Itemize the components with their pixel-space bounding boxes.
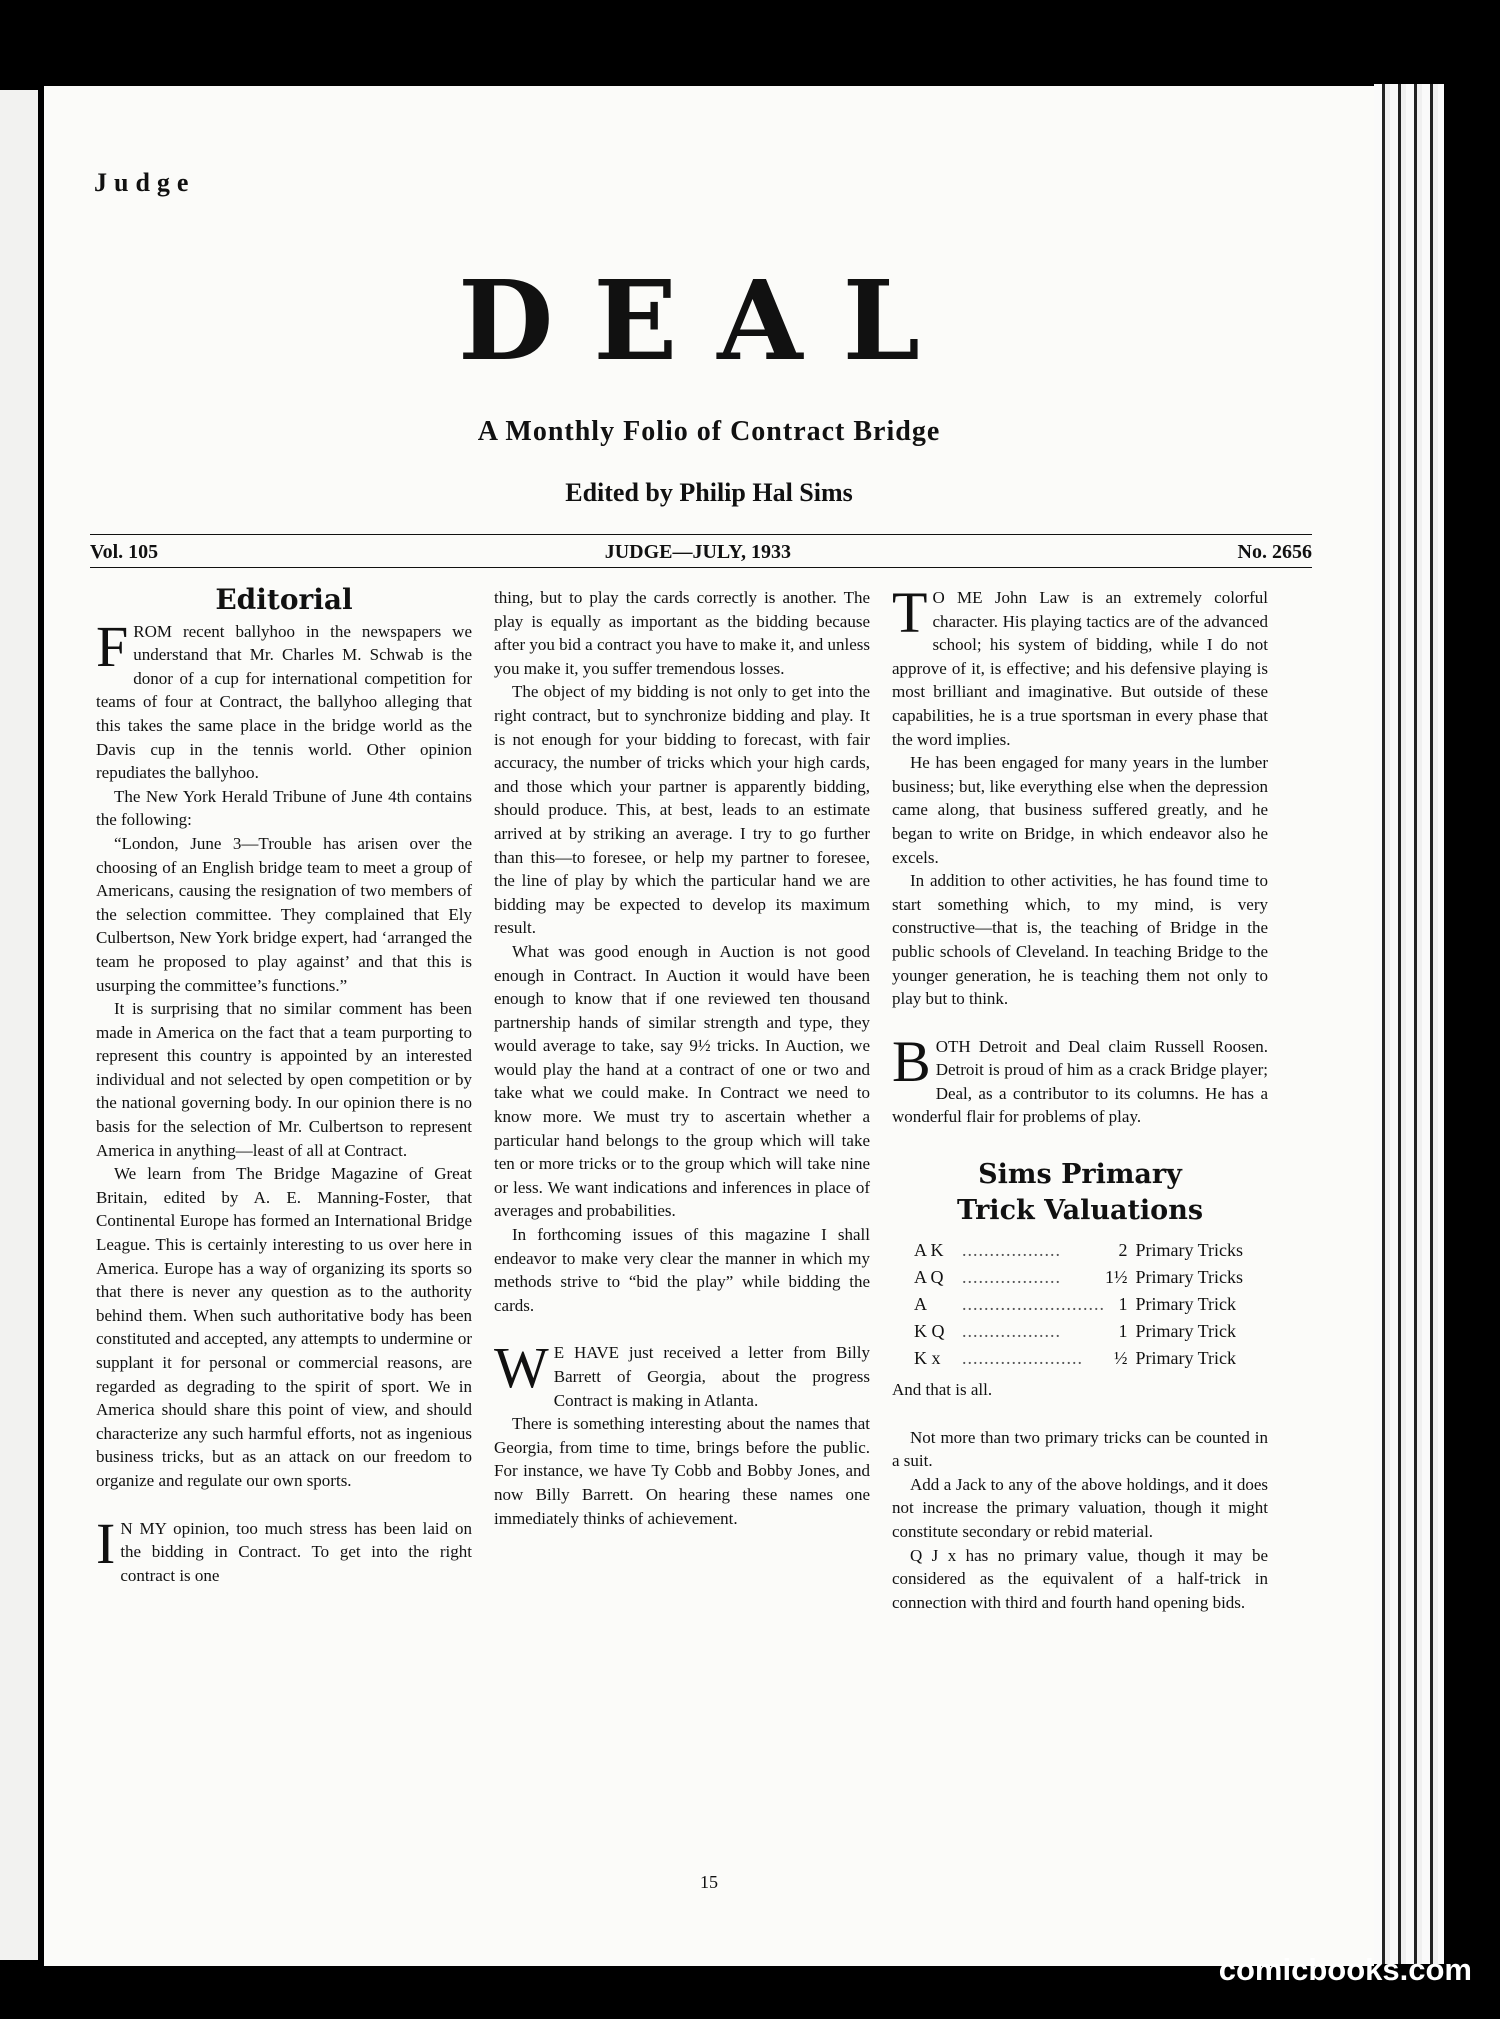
paragraph	[494, 1335, 870, 1412]
paragraph	[96, 613, 472, 785]
trick-label: Primary Trick	[1135, 1294, 1237, 1315]
facing-page-edge	[0, 90, 38, 1960]
heading-line: Sims Primary	[978, 1159, 1182, 1191]
valuation-row	[914, 1264, 1290, 1291]
paragraph: The New York Herald Tribune of June 4th contains the following:	[96, 786, 472, 830]
holding: K Q	[914, 1321, 945, 1342]
page-stack-edges	[1374, 84, 1444, 1964]
sims-valuations-heading	[892, 1157, 1268, 1229]
paragraph	[892, 1028, 1268, 1129]
issue-date: JUDGE—JULY, 1933	[604, 541, 792, 563]
trick-count: 1	[1118, 1294, 1128, 1315]
leader-dots: ..........................	[962, 1294, 1105, 1315]
leader-dots: ..................	[962, 1240, 1061, 1261]
leader-dots: ..................	[962, 1321, 1061, 1342]
valuation-row	[914, 1345, 1290, 1372]
editorial-heading: Editorial	[215, 583, 353, 616]
valuations-table	[914, 1237, 1290, 1372]
paragraph-text: O ME John Law is an extremely colorful character. His playing tactics are of the advanced school; his system of bidding, while I do not approve of it, is effective; and his defensive playing is most brilliant and imaginative. But outside of these capabilities, he is a true sportsman in every phase that the word implies.	[892, 588, 1268, 749]
paragraph: There is something interesting about the names that Georgia, from time to time, brings before the public. For instance, we have Ty Cobb and Bobby Jones, and now Billy Barrett. On hearing these names one immediately thinks of achievement.	[494, 1414, 870, 1528]
paragraph: Not more than two primary tricks can be counted in a suit.	[892, 1427, 1268, 1471]
leader-dots: ......................	[962, 1348, 1083, 1369]
column-2	[494, 586, 870, 1530]
paragraph	[96, 1510, 472, 1588]
valuation-row	[914, 1237, 1290, 1264]
paragraph: He has been engaged for many years in the lumber business; but, like everything else when the depression came along, that business suffered greatly, and he began to write on Bridge, in which endeavor also he excels.	[892, 753, 1268, 867]
valuation-row	[914, 1318, 1290, 1345]
masthead-rule-top	[90, 534, 1312, 535]
trick-count: 1½	[1105, 1267, 1128, 1288]
paragraph-text: E HAVE just received a letter from Billy Barrett of Georgia, about the progress Contract is making in Atlanta.	[553, 1343, 870, 1410]
page-number: 15	[700, 1872, 718, 1892]
trick-count: 1	[1118, 1321, 1128, 1342]
drop-cap: I	[96, 1510, 116, 1576]
paragraph: Add a Jack to any of the above holdings, and it does not increase the primary valuation, though it might constitute secondary or rebid material.	[892, 1474, 1268, 1542]
paragraph: Q J x has no primary value, though it may be considered as the equivalent of a half-trick in connection with third and fourth hand opening bids.	[892, 1545, 1268, 1612]
magazine-name: Judge	[94, 168, 196, 197]
paragraph: It is surprising that no similar comment has been made in America on the fact that a team purporting to represent this country is appointed by an interested individual and not selected by open competition or by the national governing body. In our opinion there is no basis for the selection of Mr. Culbertson to represent America in anything—least of all at Contract.	[96, 999, 472, 1160]
drop-cap: F	[96, 613, 129, 679]
issue-number: No. 2656	[1237, 541, 1312, 563]
holding: A Q	[914, 1267, 944, 1288]
volume-label: Vol. 105	[90, 541, 159, 563]
valuation-row	[914, 1291, 1290, 1318]
drop-cap: W	[494, 1335, 549, 1401]
leader-dots: ..................	[962, 1267, 1061, 1288]
paragraph: And that is all.	[892, 1380, 993, 1400]
page-subtitle: A Monthly Folio of Contract Bridge	[477, 416, 941, 447]
masthead-rule-bottom	[90, 567, 1312, 568]
masthead-line	[90, 541, 1312, 564]
paragraph: “London, June 3—Trouble has arisen over the choosing of an English bridge team to meet a group of Americans, causing the resignation of two members of the selection committee. They complained that Ely Culbertson, New York bridge expert, had ‘arranged the team he proposed to play against’ and that this is usurping the committee’s functions.”	[96, 833, 472, 995]
paragraph-text: ROM recent ballyhoo in the newspapers we understand that Mr. Charles M. Schwab is the donor of a cup for international competition for teams of four at Contract, the ballyhoo alleging that this takes the same place in the bridge world as the Davis cup in the tennis world. Other opinion repudiates the ballyhoo.	[96, 621, 472, 783]
trick-label: Primary Tricks	[1135, 1267, 1244, 1288]
trick-label: Primary Tricks	[1135, 1240, 1244, 1261]
watermark-text: comicbooks.com	[1218, 1952, 1472, 1987]
paragraph: We learn from The Bridge Magazine of Great Britain, edited by A. E. Manning-Foster, that Continental Europe has formed an International Bridge League. This is certainly interesting to us over here in America. Europe has a way of organizing its sports so that there is never any question as to the authority behind them. When such authoritative body has been constituted and accepted, any attempts to undermine or supplant it for personal or commercial reasons, are regarded as degrading to the spirit of sport. We in America should share this point of view, and should characterize any such harmful efforts, not as ingenious business tricks, but as an attack on our freedom to organize and regulate our own sports.	[96, 1164, 472, 1490]
trick-count: 2	[1118, 1240, 1128, 1261]
paragraph: In addition to other activities, he has found time to start something which, to my mind, is very constructive—that is, the teaching of Bridge in the public schools of Cleveland. In teaching Bridge to the younger generation, he is teaching them not only to play but to think.	[892, 871, 1268, 1009]
paragraph	[892, 580, 1268, 751]
paragraph-text: OTH Detroit and Deal claim Russell Roosen. Detroit is proud of him as a crack Bridge player; Deal, as a contributor to its columns. He has a wonderful flair for problems of play.	[892, 1036, 1268, 1127]
column-3	[892, 580, 1268, 1614]
trick-count: ½	[1114, 1348, 1128, 1369]
editor-credit: Edited by Philip Hal Sims	[565, 478, 853, 507]
paragraph: thing, but to play the cards correctly is another. The play is equally as important as the bidding because after you bid a contract you have to make it, and unless you make it, you suffer tremendous losses.	[494, 588, 870, 678]
holding: A K	[914, 1240, 944, 1261]
paragraph: What was good enough in Auction is not good enough in Contract. In Auction it would have been enough to know that if one reviewed ten thousand partnership hands of similar strength and type, they would average to take, say 9½ tricks. In Auction, we would play the hand at a contract of one or two and take what we could make. In Contract we need to know more. We must try to ascertain whether a particular hand belongs to the group which will take ten or more tricks or to the group which will take nine or less. We want indications and inferences in place of averages and probabilities.	[494, 941, 870, 1221]
paragraph-text: N MY opinion, too much stress has been laid on the bidding in Contract. To get into the right contract is one	[120, 1518, 472, 1585]
magazine-page	[44, 86, 1374, 1966]
trick-label: Primary Trick	[1135, 1348, 1237, 1369]
page-title: DEAL	[458, 256, 960, 385]
drop-cap: T	[892, 580, 928, 645]
paragraph: The object of my bidding is not only to get into the right contract, but to synchronize bidding and play. It is not enough for your bidding to forecast, with fair accuracy, the number of tricks which your high cards, and those which your partner is apparently bidding, should produce. This, at best, leads to an estimate arrived at by striking an average. I try to go further than this—to foresee, or help my partner to foresee, the line of play by which the particular hand we are bidding may be expected to develop its maximum result.	[494, 682, 870, 938]
drop-cap: B	[892, 1028, 931, 1094]
heading-line: Trick Valuations	[956, 1195, 1204, 1227]
paragraph: In forthcoming issues of this magazine I shall endeavor to make very clear the manner in which my methods strive to “bid the play” while bidding the cards.	[494, 1225, 870, 1315]
holding: K x	[914, 1348, 941, 1369]
trick-label: Primary Trick	[1135, 1321, 1237, 1342]
holding: A	[914, 1294, 927, 1315]
column-1	[96, 583, 472, 1587]
